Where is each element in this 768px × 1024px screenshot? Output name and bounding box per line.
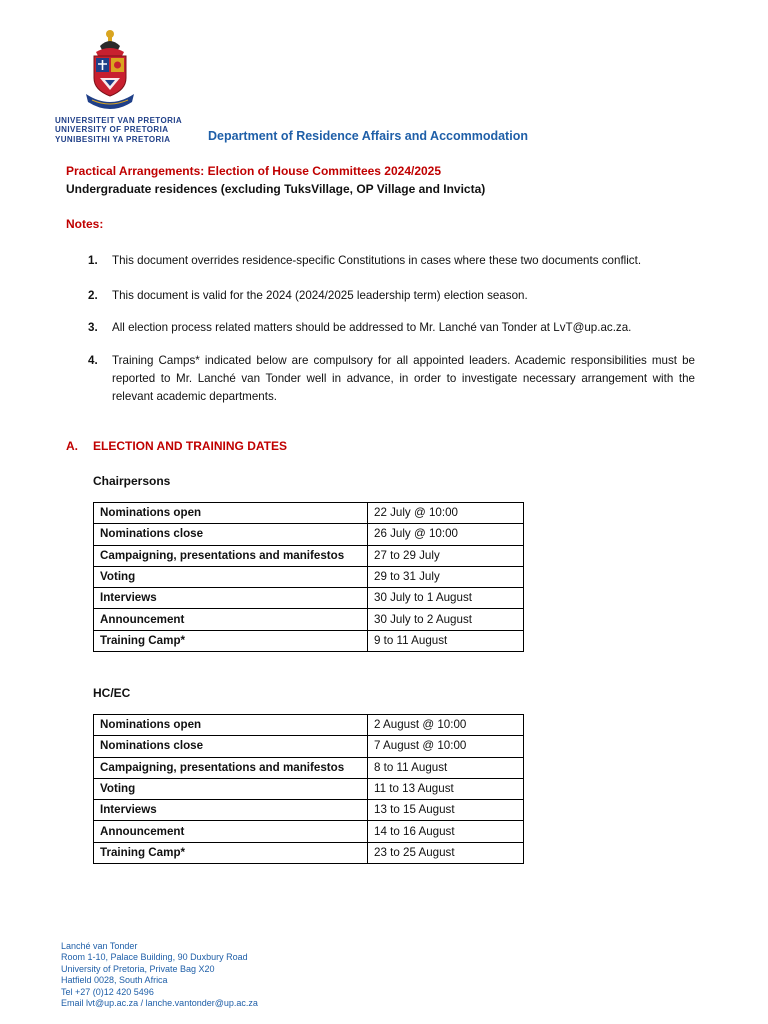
schedule-stage: Voting bbox=[94, 566, 368, 587]
hcec-schedule-table bbox=[93, 714, 524, 864]
note-item bbox=[88, 352, 695, 406]
footer-phone: Tel +27 (0)12 420 5496 bbox=[61, 986, 154, 997]
footer-name: Lanché van Tonder bbox=[61, 941, 138, 951]
table-row bbox=[94, 524, 524, 545]
schedule-stage: Nominations close bbox=[94, 524, 368, 545]
note-text: This document overrides residence-specific Constitutions in cases where these two documents conflict. bbox=[112, 254, 642, 267]
footer-address-line: University of Pretoria, Private Bag X20 bbox=[61, 963, 215, 974]
table-row bbox=[94, 715, 524, 736]
university-name-sepedi: YUNIBESITHI YA PRETORIA bbox=[55, 134, 171, 144]
note-number: 1. bbox=[88, 254, 98, 267]
note-text: All election process related matters should be addressed to Mr. Lanché van Tonder at LvT@up.ac.za. bbox=[112, 321, 632, 334]
university-name-afrikaans: UNIVERSITEIT VAN PRETORIA bbox=[55, 116, 183, 125]
table-row bbox=[94, 630, 524, 651]
table-row bbox=[94, 545, 524, 566]
note-text: Training Camps* indicated below are compulsory for all appointed leaders. Academic responsibilities must be reported to Mr. Lanché van Tonder well in advance, in order to investigate necessary arrangement with the relevant academic departments. bbox=[112, 354, 695, 403]
footer-address-line: Hatfield 0028, South Africa bbox=[61, 975, 168, 986]
schedule-stage: Announcement bbox=[94, 821, 368, 842]
table-row bbox=[94, 778, 524, 799]
note-text: This document is valid for the 2024 (2024/2025 leadership term) election season. bbox=[112, 289, 528, 302]
table-row bbox=[94, 736, 524, 757]
department-name: Department of Residence Affairs and Accommodation bbox=[208, 129, 528, 143]
schedule-date: 14 to 16 August bbox=[368, 821, 524, 842]
chairpersons-schedule-table bbox=[93, 502, 524, 652]
schedule-stage: Nominations close bbox=[94, 736, 368, 757]
table-row bbox=[94, 503, 524, 524]
schedule-date: 30 July to 2 August bbox=[368, 609, 524, 630]
schedule-date: 7 August @ 10:00 bbox=[368, 736, 524, 757]
note-item bbox=[88, 252, 695, 270]
section-letter: A. bbox=[66, 439, 78, 453]
schedule-date: 9 to 11 August bbox=[368, 630, 524, 651]
note-item bbox=[88, 319, 695, 337]
document-subtitle: Undergraduate residences (excluding TuksVillage, OP Village and Invicta) bbox=[66, 182, 486, 196]
schedule-stage: Voting bbox=[94, 778, 368, 799]
footer-email: Email lvt@up.ac.za / lanche.vantonder@up.ac.za bbox=[61, 998, 258, 1009]
table-row bbox=[94, 609, 524, 630]
schedule-stage: Campaigning, presentations and manifestos bbox=[94, 545, 368, 566]
schedule-stage: Training Camp* bbox=[94, 630, 368, 651]
note-number: 2. bbox=[88, 289, 98, 302]
university-name-english: UNIVERSITY OF PRETORIA bbox=[55, 125, 169, 135]
schedule-date: 8 to 11 August bbox=[368, 757, 524, 778]
schedule-stage: Nominations open bbox=[94, 715, 368, 736]
chairpersons-heading: Chairpersons bbox=[93, 474, 171, 488]
schedule-stage: Interviews bbox=[94, 800, 368, 821]
schedule-date: 11 to 13 August bbox=[368, 778, 524, 799]
schedule-stage: Campaigning, presentations and manifestos bbox=[94, 757, 368, 778]
note-number: 3. bbox=[88, 321, 98, 334]
table-row bbox=[94, 588, 524, 609]
schedule-date: 13 to 15 August bbox=[368, 800, 524, 821]
schedule-stage: Nominations open bbox=[94, 503, 368, 524]
university-names bbox=[55, 116, 182, 144]
table-row bbox=[94, 821, 524, 842]
schedule-date: 29 to 31 July bbox=[368, 566, 524, 587]
document-title: Practical Arrangements: Election of House Committees 2024/2025 bbox=[66, 164, 442, 178]
table-row bbox=[94, 842, 524, 863]
schedule-stage: Announcement bbox=[94, 609, 368, 630]
schedule-date: 26 July @ 10:00 bbox=[368, 524, 524, 545]
section-a-heading bbox=[66, 439, 287, 453]
note-number: 4. bbox=[88, 354, 98, 367]
section-title: ELECTION AND TRAINING DATES bbox=[93, 439, 287, 453]
schedule-stage: Interviews bbox=[94, 588, 368, 609]
schedule-date: 22 July @ 10:00 bbox=[368, 503, 524, 524]
hcec-heading: HC/EC bbox=[93, 686, 131, 700]
schedule-date: 23 to 25 August bbox=[368, 842, 524, 863]
schedule-stage: Training Camp* bbox=[94, 842, 368, 863]
note-item bbox=[88, 287, 695, 305]
table-row bbox=[94, 566, 524, 587]
table-row bbox=[94, 757, 524, 778]
schedule-date: 27 to 29 July bbox=[368, 545, 524, 566]
schedule-date: 2 August @ 10:00 bbox=[368, 715, 524, 736]
table-row bbox=[94, 800, 524, 821]
footer-contact bbox=[61, 941, 258, 1009]
notes-heading: Notes: bbox=[66, 217, 104, 231]
university-crest-icon bbox=[82, 28, 138, 112]
schedule-date: 30 July to 1 August bbox=[368, 588, 524, 609]
footer-address-line: Room 1-10, Palace Building, 90 Duxbury Road bbox=[61, 952, 248, 963]
